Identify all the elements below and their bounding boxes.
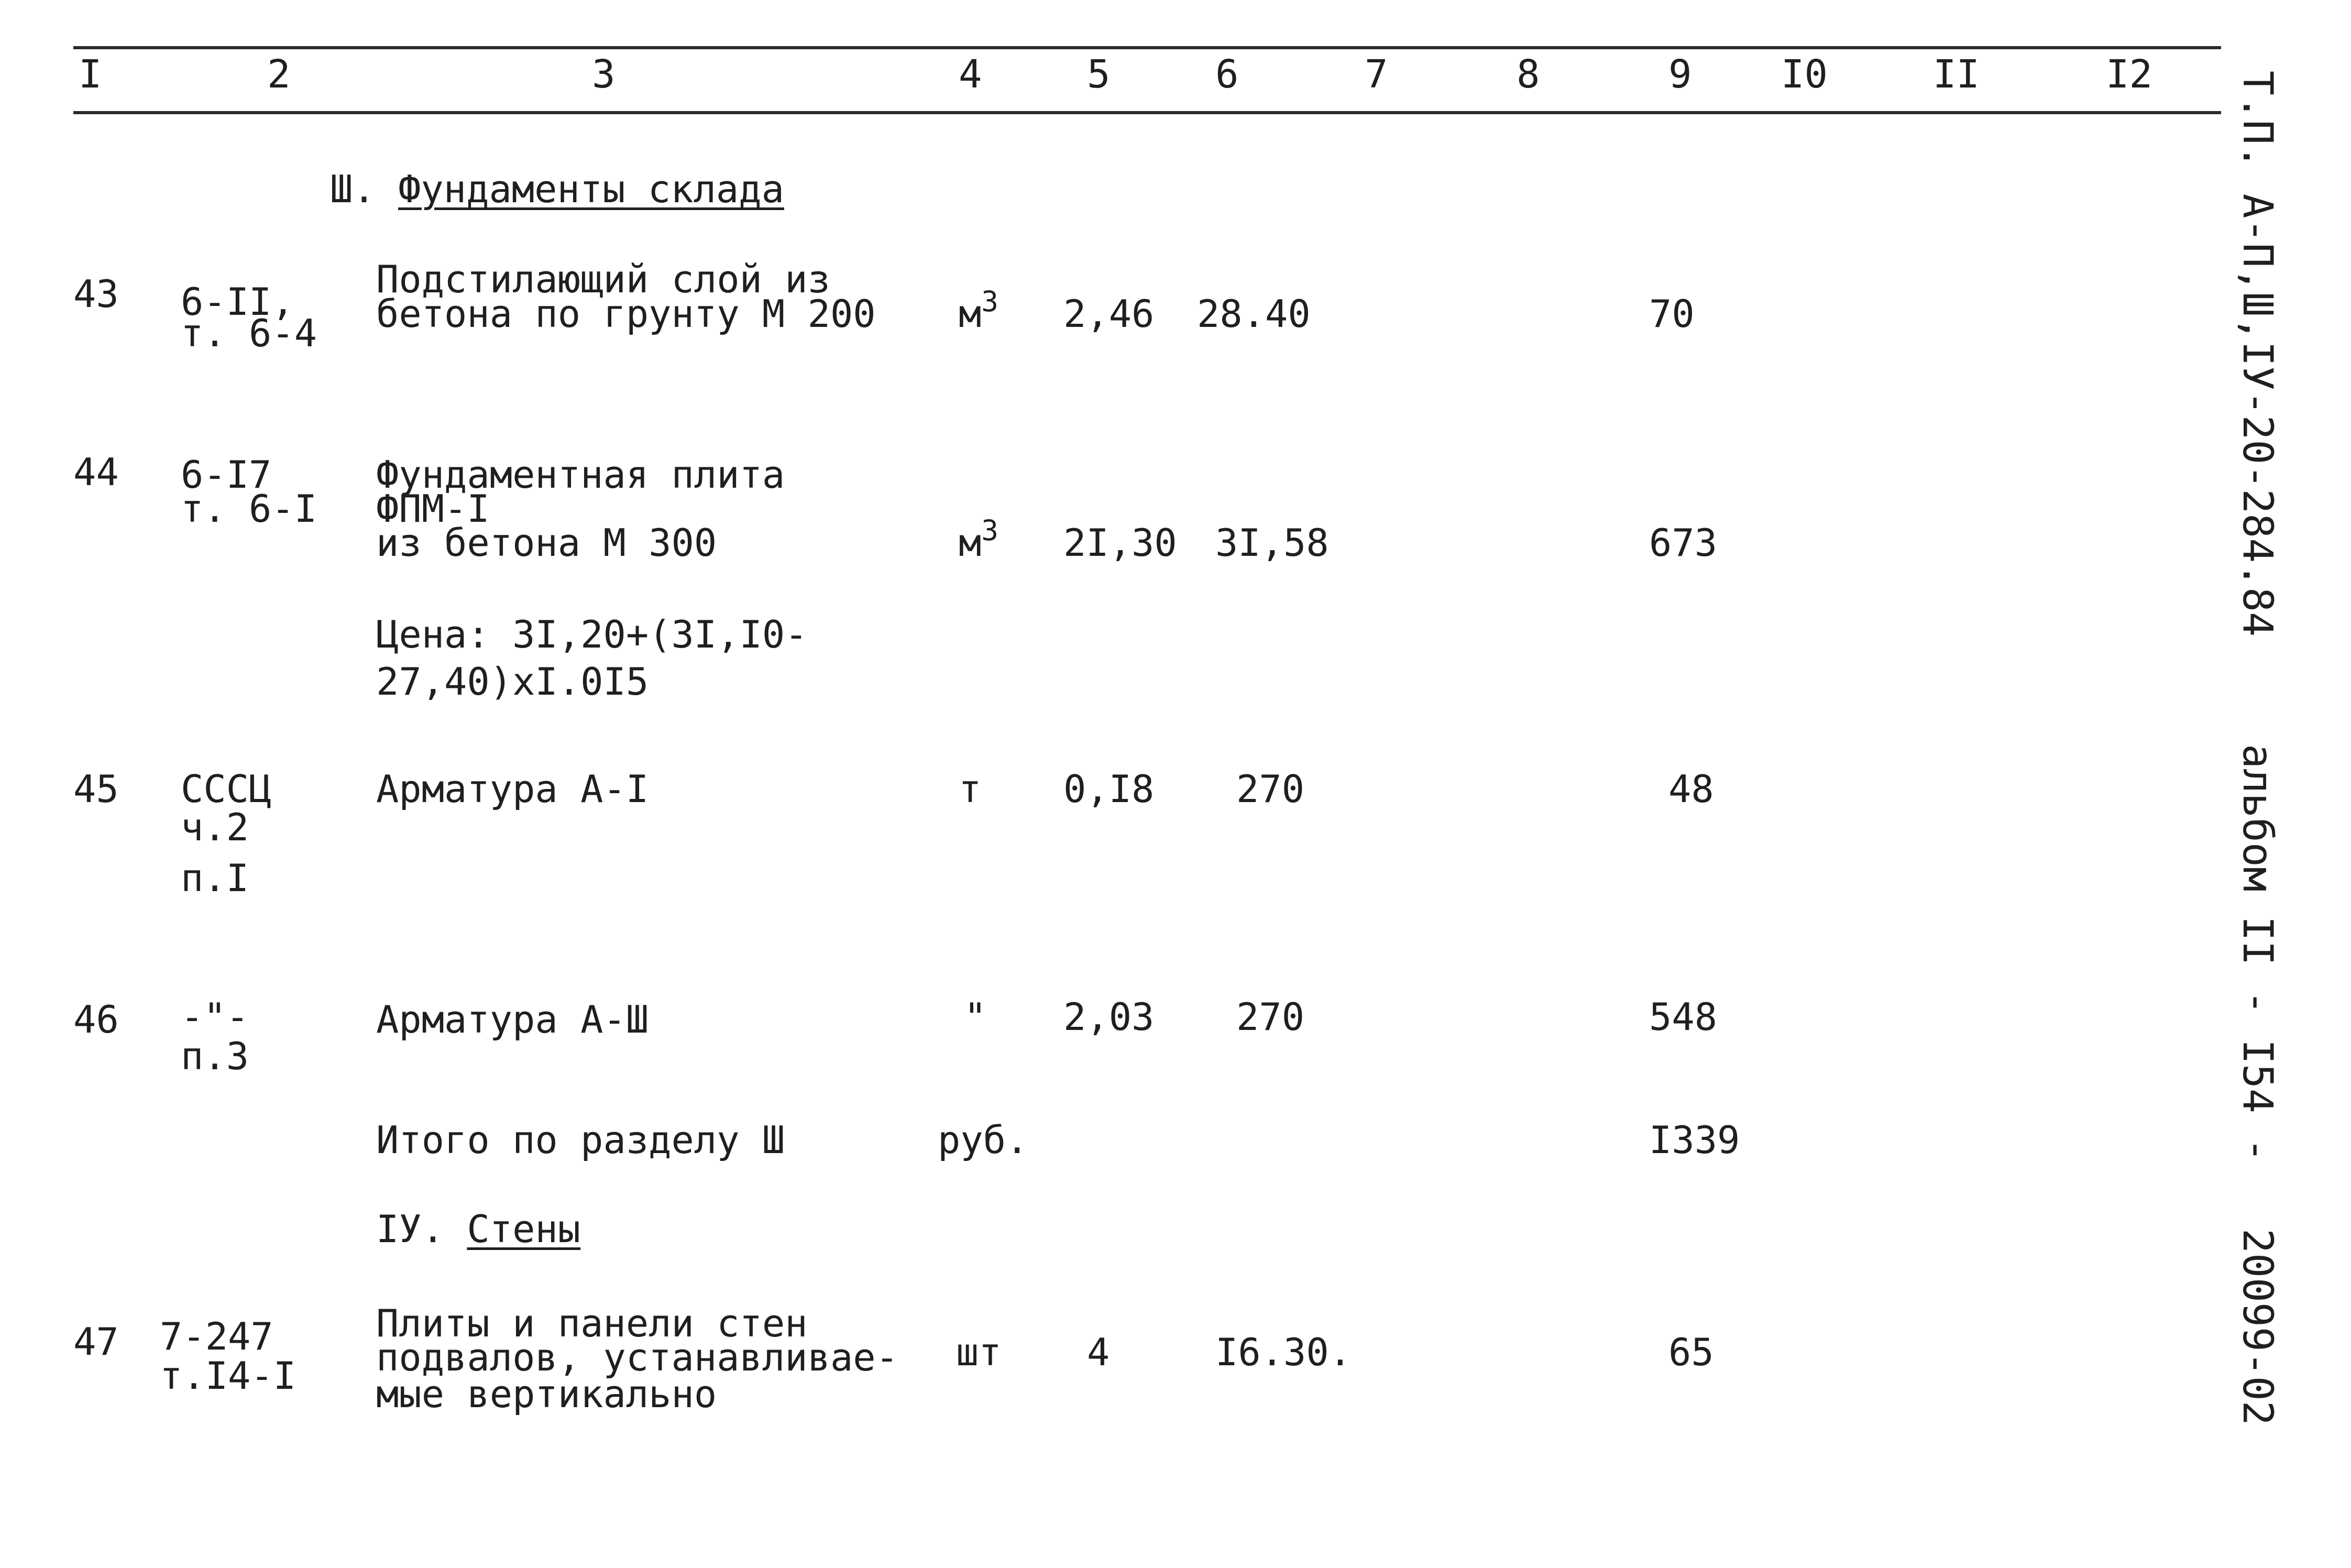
row-quantity: 0,I8 [1063, 767, 1155, 811]
subtotal-total: I339 [1649, 1118, 1740, 1162]
row-unit: $м^3$ [959, 514, 998, 565]
col-header: 3 [592, 52, 616, 97]
row-quantity: 2,03 [1063, 995, 1155, 1039]
row-price-note-line: 27,40)хI.0I5 [376, 660, 649, 704]
row-number: 46 [73, 997, 119, 1041]
side-doc-code: Т.П. А-П,Ш,IУ-20-284.84 [2234, 71, 2281, 637]
row-total: 48 [1668, 767, 1714, 811]
row-desc-line: ФПМ-I [376, 487, 490, 531]
row-total: 65 [1668, 1330, 1714, 1374]
row-desc-line: Фундаментная плита [376, 453, 785, 497]
row-unit-price: 270 [1236, 767, 1305, 811]
row-code-line: т.I4-I [160, 1354, 296, 1398]
row-desc-line: Подстилающий слой из [376, 257, 830, 301]
row-code-line: СССЦ [181, 767, 272, 811]
col-header: 9 [1668, 52, 1692, 97]
col-header: II [1933, 52, 1980, 97]
row-price-note-line: Цена: 3I,20+(3I,I0- [376, 612, 808, 656]
row-desc-line: подвалов, устанавливае- [376, 1335, 898, 1379]
section-title: Стены [467, 1207, 581, 1251]
col-header: 5 [1087, 52, 1111, 97]
row-code-line: т. 6-4 [181, 311, 317, 355]
row-code-line: т. 6-I [181, 487, 317, 531]
row-code-line: п.3 [181, 1034, 249, 1078]
row-total: 548 [1649, 995, 1718, 1039]
side-sheet-number: 20099-02 [2234, 1229, 2281, 1426]
row-unit: шт [956, 1330, 1002, 1374]
section-heading-3 [330, 167, 784, 211]
col-header: 4 [959, 52, 982, 97]
header-top-rule [73, 46, 2221, 49]
col-header: 8 [1517, 52, 1540, 97]
row-code-line: 6-I7 [181, 453, 272, 497]
row-unit-price: I6.30. [1215, 1330, 1352, 1374]
header-bottom-rule [73, 111, 2221, 114]
col-header: 2 [267, 52, 291, 97]
subtotal-label: Итого по разделу Ш [376, 1118, 785, 1162]
row-unit: " [964, 995, 987, 1039]
row-desc-line: мые вертикально [376, 1372, 717, 1416]
row-number: 45 [73, 767, 119, 811]
col-header: I0 [1781, 52, 1828, 97]
row-desc-line: из бетона М 300 [376, 521, 717, 565]
row-code-line: 6-II, [181, 280, 294, 324]
row-desc-line: Плиты и панели стен [376, 1301, 808, 1345]
col-header: I2 [2106, 52, 2153, 97]
row-desc-line: бетона по грунту М 200 [376, 292, 876, 336]
col-header: I [79, 52, 102, 97]
row-code-line: -"- [181, 995, 249, 1039]
row-quantity: 2I,30 [1063, 521, 1177, 565]
section-number: IУ. [376, 1207, 445, 1251]
row-number: 44 [73, 450, 119, 494]
section-number: Ш. [330, 167, 376, 211]
row-unit-price: 270 [1236, 995, 1305, 1039]
side-page-number: - I54 - [2234, 990, 2281, 1163]
row-quantity: 4 [1087, 1330, 1110, 1374]
row-quantity: 2,46 [1063, 292, 1155, 336]
row-desc-line: Арматура А-Ш [376, 997, 649, 1041]
row-number: 43 [73, 272, 119, 316]
row-number: 47 [73, 1320, 119, 1364]
section-heading-4 [376, 1207, 581, 1251]
side-album: альбом II [2234, 744, 2281, 966]
subtotal-unit: руб. [938, 1118, 1029, 1162]
row-unit-price: 3I,58 [1215, 521, 1329, 565]
row-total: 70 [1649, 292, 1695, 336]
row-code-line: п.I [181, 856, 249, 900]
row-unit-price: 28.40 [1197, 292, 1311, 336]
row-code-line: ч.2 [181, 805, 249, 849]
section-title: Фундаменты склада [398, 167, 784, 211]
row-unit: $м^3$ [959, 285, 998, 336]
row-unit: т [959, 767, 982, 811]
col-header: 7 [1365, 52, 1388, 97]
row-total: 673 [1649, 521, 1718, 565]
row-desc-line: Арматура А-I [376, 767, 649, 811]
row-code-line: 7-247 [160, 1314, 273, 1358]
col-header: 6 [1215, 52, 1239, 97]
